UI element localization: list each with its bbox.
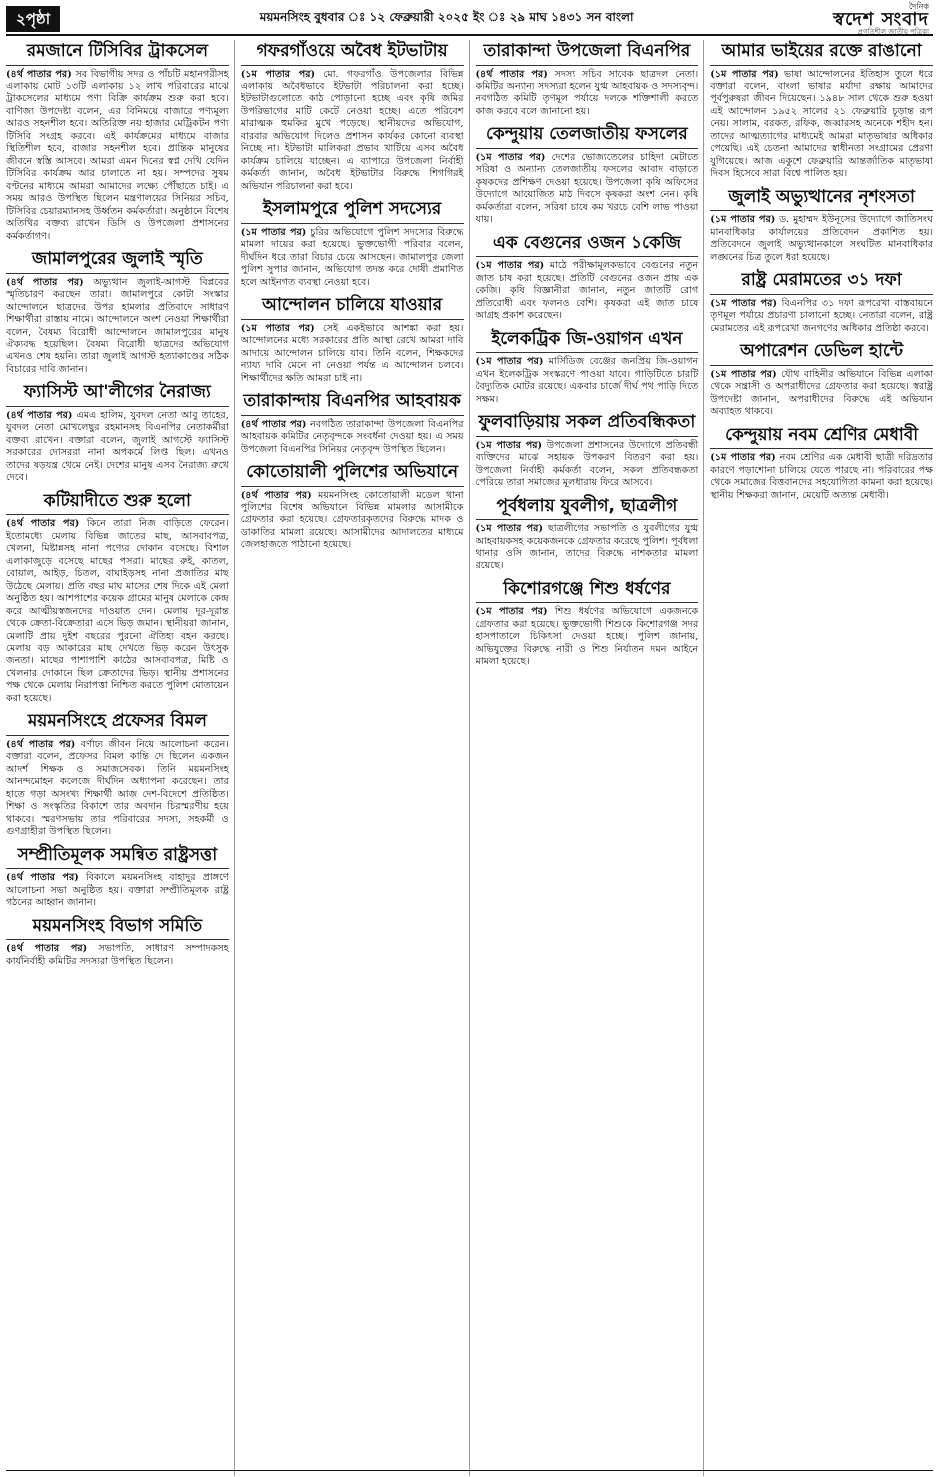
article bbox=[241, 294, 464, 385]
article-headline: জুলাই অভ্যুত্থানের নৃশংসতা bbox=[710, 186, 933, 212]
article-body bbox=[476, 606, 699, 668]
article-text: মো. গফরগাঁও উপজেলার বিভিন্ন এলাকায় অবৈধভাবে ইটভাটা পরিচালনা করা হচ্ছে। ইটভাটাগুলোতে কাঠ পোড়ানো হচ্ছে এবং কৃষি জমির উপরিভাগের মাটি কেটে নেওয়া হচ্ছে। এতে পরিবেশ মারাত্মক হুমকির মুখে পড়েছে। স্থানীয়দের অভিযোগ, বারবার অভিযোগ দিলেও প্রশাসন কার্যকর কোনো ব্যবস্থা নিচ্ছে না। ইটভাটা মালিকরা প্রভাব খাটিয়ে এসব অবৈধ কার্যক্রম চালিয়ে যাচ্ছেন। এ ব্যাপারে উপজেলা নির্বাহী কর্মকর্তা জানান, অবৈধ ইটভাটার বিরুদ্ধে শিগগিরই অভিযান পরিচালনা করা হবে। bbox=[240, 68, 464, 192]
logo-prefix: দৈনিক bbox=[908, 1, 929, 11]
article-headline: পূর্বধলায় যুবলীগ, ছাত্রলীগ bbox=[476, 495, 699, 521]
continuation-marker: (১ম পাতার পর) bbox=[240, 68, 316, 80]
article bbox=[476, 578, 699, 669]
article-headline: জামালপুরের জুলাই স্মৃতি bbox=[6, 248, 229, 274]
article bbox=[476, 328, 699, 406]
article-text: বিএনপির ৩১ দফা রূপরেখা বাস্তবায়নে তৃণমূল পর্যায়ে প্রচারণা চালানো হচ্ছে। নেতারা বলেন, রাষ্ট্র মেরামতের এই রূপরেখা জনগণের অধিকার প্রতিষ্ঠা করবে। bbox=[710, 297, 933, 334]
article-body bbox=[710, 369, 933, 419]
article-body bbox=[241, 490, 464, 552]
article-headline: ময়মনসিংহে প্রফেসর বিমল bbox=[6, 710, 229, 736]
article-headline: কোতোয়ালী পুলিশের অভিযানে bbox=[241, 461, 464, 487]
continuation-marker: (৪র্থ পাতার পর) bbox=[475, 68, 548, 80]
article bbox=[710, 340, 933, 418]
article bbox=[6, 710, 229, 838]
article-headline: আন্দোলন চালিয়ে যাওয়ার bbox=[241, 294, 464, 320]
article-headline: ইসলামপুরে পুলিশ সদস্যের bbox=[241, 198, 464, 224]
article-body bbox=[241, 69, 464, 194]
continuation-marker: (১ম পাতার পর) bbox=[240, 226, 307, 238]
article-body bbox=[476, 440, 699, 490]
dateline: ময়মনসিংহ বুধবার ঃ ১২ ফেব্রুয়ারী ২০২৫ ইং ঃ ২৯ মাঘ ১৪৩১ সন বাংলা bbox=[259, 10, 634, 24]
article-body bbox=[6, 518, 229, 705]
continuation-marker: (১ম পাতার পর) bbox=[710, 214, 776, 226]
article-headline: কেন্দুয়ায় তেলজাতীয় ফসলের bbox=[476, 123, 699, 149]
article bbox=[241, 390, 464, 456]
article-text: বর্ণাঢ্য জীবন নিয়ে আলোচনা করেন। বক্তারা বলেন, প্রফেসর বিমল কান্তি দে ছিলেন একজন আদর্শ শিক্ষক ও সমাজসেবক। তিনি ময়মনসিংহ আনন্দমোহন কলেজে দীর্ঘদিন অধ্যাপনা করেছেন। তার হাতে গড়া অসংখ্য শিক্ষার্থী আজ দেশ-বিদেশে প্রতিষ্ঠিত। শিক্ষা ও সংস্কৃতির বিকাশে তার অবদান চিরস্মরণীয় হয়ে থাকবে। স্মরণসভায় তার পরিবারের সদস্য, সহকর্মী ও গুণগ্রাহীরা উপস্থিত ছিলেন। bbox=[6, 738, 229, 838]
article-headline: অপারেশন ডেভিল হান্টে bbox=[710, 340, 933, 366]
article bbox=[476, 123, 699, 226]
article bbox=[6, 381, 229, 484]
continuation-marker: (১ম পাতার পর) bbox=[710, 368, 777, 380]
article-body bbox=[6, 943, 229, 968]
article-body bbox=[710, 452, 933, 502]
article-text: কিনে তারা নিজ বাড়িতে ফেরেন। ইতোমধ্যে মেলায় বিভিন্ন জাতের মাছ, আসবাবপত্র, খেলনা, মিষ্টান্নসহ নানা পণ্যের দোকান বসেছে। বিশাল এলাকাজুড়ে বসেছে মাছের পসরা। মাছের রুই, কাতল, বোয়াল, আইড়, চিতল, বাঘাইড়সহ নানা প্রজাতির মাছ উঠেছে মেলায়। প্রতি বছর মাঘ মাসের শেষ দিকে এই মেলা অনুষ্ঠিত হয়। আশপাশের কয়েক গ্রামের মানুষ মেলাকে কেন্দ্র করে আত্মীয়স্বজনদের দাওয়াত দেন। মেলায় দূর-দূরান্ত থেকে ক্রেতা-বিক্রেতারা এসে ভিড় জমান। স্থানীয়রা জানান, মেলাটি প্রায় দুইশ বছরের পুরনো ঐতিহ্য বহন করছে। মেলায় বড় আকারের মাছ দেখতে ভিড় করেন উৎসুক জনতা। মাছের পাশাপাশি কাঠের আসবাবপত্র, মিষ্টি ও খেলনার দোকানে ছিল ক্রেতাদের ভিড়। স্থানীয় প্রশাসনের পক্ষ থেকে মেলায় নিরাপত্তা নিশ্চিত করতে পুলিশ মোতায়েন করা হয়েছে। bbox=[6, 518, 229, 704]
article bbox=[241, 461, 464, 552]
article-headline: ইলেকট্রিক জি-ওয়াগন এখন bbox=[476, 328, 699, 354]
footer-rule bbox=[6, 1470, 933, 1475]
article-body bbox=[241, 323, 464, 385]
newspaper-logo bbox=[833, 3, 933, 36]
article-headline: গফরগাঁওয়ে অবৈধ ইটভাটায় bbox=[241, 40, 464, 66]
article-body bbox=[241, 419, 464, 456]
continuation-marker: (৪র্থ পাতার পর) bbox=[6, 409, 73, 421]
article-headline: ময়মনসিংহ বিভাগ সমিতি bbox=[6, 915, 229, 941]
continuation-marker: (৪র্থ পাতার পর) bbox=[240, 418, 307, 430]
article bbox=[6, 490, 229, 706]
article-headline: আমার ভাইয়ের রক্তে রাঙানো bbox=[710, 40, 933, 66]
article-text: সেই একইভাবে আশঙ্কা করা হয়। আন্দোলনের মধ্যে সরকারের প্রতি আস্থা রেখে আমরা দাবি আদায়ে আন্দোলন চালিয়ে যাব। তিনি বলেন, শিক্ষকদের ন্যায্য দাবি মেনে না নেওয়া পর্যন্ত এ আন্দোলন চলবে। শিক্ষার্থীদের ক্ষতি আমরা চাই না। bbox=[240, 322, 464, 384]
article-body bbox=[476, 152, 699, 227]
article-body bbox=[710, 214, 933, 264]
article-headline: এক বেগুনের ওজন ১কেজি bbox=[476, 232, 699, 258]
continuation-marker: (৪র্থ পাতার পর) bbox=[6, 943, 88, 955]
masthead bbox=[6, 1, 933, 36]
logo-tagline: প্রগতিশীল জাতীয় পত্রিকা bbox=[857, 27, 929, 36]
article-text: শিশু ধর্ষণের অভিযোগে একজনকে গ্রেফতার করা হয়েছে। ভুক্তভোগী শিশুকে কিশোরগঞ্জ সদর হাসপাতালে চিকিৎসা দেওয়া হচ্ছে। পুলিশ জানায়, অভিযুক্তের বিরুদ্ধে নারী ও শিশু নির্যাতন দমন আইনে মামলা হয়েছে। bbox=[475, 606, 699, 668]
article-headline: রমজানে টিসিবির ট্রাকসেল bbox=[6, 40, 229, 66]
article-text: বিকালে ময়মনসিংহ বাহাদুর প্রাঙ্গণে আলোচনা সভা অনুষ্ঠিত হয়। বক্তারা সম্প্রীতিমূলক রাষ্ট্র গঠনের আহ্বান জানান। bbox=[6, 872, 229, 909]
article-text: সদস্য সচিব সাবেক ছাত্রদল নেতা। কমিটির অন্যান্য সদস্যরা হলেন যুগ্ম আহবায়ক ও সদস্যবৃন্দ। নবগঠিত কমিটি তৃণমূল পর্যায়ে দলকে শক্তিশালী করতে কাজ করবে বলে জানানো হয়। bbox=[475, 68, 699, 117]
article-text: সব বিভাগীয় সদর ও পাঁচটি মহানগরীসহ এলাকায় মোট ১৩টি এলাকায় ১২ লাখ পরিবারের মাঝে ট্রাকসেলের মাধ্যমে পণ্য বিক্রি কার্যক্রম শুরু করা হবে। বাণিজ্য উপদেষ্টা বলেন, এর বিনিময়ে বাজারে পণ্যমূল্য আরও সহনশীল হবে। অতিরিক্ত নয় হাজার মেট্রিকটন পণ্য টিসিবি সংগ্রহ করবে। এই কার্যক্রমের মাধ্যমে বাজার স্থিতিশীল হবে, বাজার সহনশীল হবে। প্রান্তিক মানুষের জীবনে স্বস্তি আসবে। আমরা এমন দিনের স্বপ্ন দেখি যেদিন টিসিবির কার্যক্রম আর চালাতে না হয়। সম্পদের সুষম বণ্টনের মাধ্যমে আমরা আমাদের লক্ষ্যে পৌঁছাতে চাই। এ সময় আরও উপস্থিত ছিলেন মন্ত্রণালয়ের সিনিয়র সচিব, টিসিবির চেয়ারম্যানসহ উর্ধ্বতন কর্মকর্তারা। অনুষ্ঠানে বিশেষ অতিথির বক্তব্য রাখেন ডিসি ও উপজেলা প্রশাসনের কর্মকর্তাগণ। bbox=[6, 68, 229, 242]
continuation-marker: (৪র্থ পাতার পর) bbox=[6, 68, 72, 80]
article-columns bbox=[6, 40, 933, 1476]
article bbox=[6, 915, 229, 968]
article-body bbox=[6, 872, 229, 909]
article-text: ড. মুহাম্মদ ইউনূসের উদ্যোগে জাতিসংঘ মানবাধিকার কার্যালয়ের প্রতিবেদন প্রকাশিত হয়। প্রতিবেদনে জুলাই অভ্যুত্থানকালে সংঘটিত মানবাধিকার লঙ্ঘনের চিত্র তুলে ধরা হয়েছে। bbox=[710, 214, 933, 263]
article bbox=[710, 424, 933, 502]
continuation-marker: (৪র্থ পাতার পর) bbox=[6, 276, 84, 288]
article-text: সভাপতি, সাধারণ সম্পাদকসহ কার্যনির্বাহী কমিটির সদস্যরা উপস্থিত ছিলেন। bbox=[6, 943, 229, 967]
article-body bbox=[6, 277, 229, 377]
article-body bbox=[6, 739, 229, 839]
article-headline: তারাকান্দায় বিএনপির আহবায়ক bbox=[241, 390, 464, 416]
article-body bbox=[6, 410, 229, 485]
article-body bbox=[476, 69, 699, 119]
article-text: দেশের ভোজ্যতেলের চাহিদা মেটাতে সরিষা ও অন্যান্য তেলজাতীয় ফসলের আবাদ বাড়াতে কৃষকদের প্রশিক্ষণ দেওয়া হয়েছে। উপজেলা কৃষি অফিসের উদ্যোগে আয়োজিত মাঠ দিবসে কৃষকরা অংশ নেন। কৃষি কর্মকর্তারা বলেন, সরিষা চাষে কম খরচে বেশি লাভ পাওয়া যায়। bbox=[475, 151, 699, 226]
article-headline: কিশোরগঞ্জে শিশু ধর্ষণের bbox=[476, 578, 699, 604]
article bbox=[710, 269, 933, 335]
article bbox=[241, 40, 464, 193]
article-text: যৌথ বাহিনীর অভিযানে বিভিন্ন এলাকা থেকে সন্ত্রাসী ও অপরাধীদের গ্রেফতার করা হয়েছে। স্বরাষ্ট্র উপদেষ্টা জানান, অপরাধীদের বিরুদ্ধে এই অভিযান অব্যাহত থাকবে। bbox=[710, 368, 933, 418]
continuation-marker: (১ম পাতার পর) bbox=[475, 260, 545, 272]
article-body bbox=[241, 227, 464, 289]
article-text: ময়মনসিংহ কোতোয়ালী মডেল থানা পুলিশের বিশেষ অভিযানে বিভিন্ন মামলার আসামীকে গ্রেফতার করা হয়েছে। গ্রেফতারকৃতদের বিরুদ্ধে মাদক ও ডাকাতির মামলা রয়েছে। আসামীদের আদালতের মাধ্যমে জেলহাজতে পাঠানো হয়েছে। bbox=[240, 489, 464, 551]
article bbox=[6, 40, 229, 243]
continuation-marker: (১ম পাতার পর) bbox=[240, 322, 315, 334]
article bbox=[476, 40, 699, 118]
continuation-marker: (৪র্থ পাতার পর) bbox=[6, 518, 80, 530]
article-text: অভ্যুত্থান জুলাই-আগস্ট বিপ্লবের স্মৃতিচারণ করছেন তারা। জামালপুরে কোটা সংস্কার আন্দোলনে ছাত্রদের উপর হামলার প্রতিবাদে সাধারণ শিক্ষার্থীরা রাস্তায় নামে। আন্দোলনে অংশ নেওয়া শিক্ষার্থীরা বলেন, বৈষম্য বিরোধী আন্দোলনে জামালপুরের মানুষ ঐক্যবদ্ধ হয়েছিল। বৈষম্য বিরোধী ছাত্রদের অভিযোগ এখনও শেষ হয়নি। তারা জুলাই আগস্ট হত্যাকাণ্ডের সঠিক বিচারের দাবি জানান। bbox=[6, 276, 229, 375]
continuation-marker: (১ম পাতার পর) bbox=[710, 297, 777, 309]
article-headline: ফুলবাড়িয়ায় সকল প্রতিবন্ধিকতা bbox=[476, 411, 699, 437]
article-text: ভাষা আন্দোলনের ইতিহাস তুলে ধরে বক্তারা বলেন, বাংলা ভাষার মর্যাদা রক্ষায় আমাদের পূর্বপুরুষরা জীবন দিয়েছেন। ১৯৪৮ সাল থেকে শুরু হওয়া এই আন্দোলন ১৯৫২ সালের ২১ ফেব্রুয়ারি চূড়ান্ত রূপ নেয়। সালাম, বরকত, রফিক, জব্বারসহ অনেকে শহীদ হন। তাদের আত্মত্যাগের মাধ্যমেই আমরা মাতৃভাষার অধিকার পেয়েছি। এই চেতনা আমাদের স্বাধীনতা সংগ্রামের প্রেরণা যুগিয়েছে। আজ একুশে ফেব্রুয়ারি আন্তর্জাতিক মাতৃভাষা দিবস হিসেবে সারা বিশ্বে পালিত হয়। bbox=[710, 68, 933, 180]
continuation-marker: (১ম পাতার পর) bbox=[710, 68, 779, 80]
article-text: চুরির অভিযোগে পুলিশ সদস্যের বিরুদ্ধে মামলা দায়ের করা হয়েছে। ভুক্তভোগী পরিবার বলেন, দীর্ঘদিন ধরে তারা বিচার চেয়ে আসছেন। জামালপুর জেলা পুলিশ সুপার জানান, অভিযোগ তদন্ত করে দোষী প্রমাণিত হলে আইনগত ব্যবস্থা নেওয়া হবে। bbox=[240, 226, 464, 288]
article-text: নবগঠিত তারাকান্দা উপজেলা বিএনপির আহবায়ক কমিটির নেতৃবৃন্দকে সংবর্ধনা দেওয়া হয়। এ সময় উপজেলা বিএনপির সিনিয়র নেতৃবৃন্দ উপস্থিত ছিলেন। bbox=[240, 418, 464, 455]
article-headline: তারাকান্দা উপজেলা বিএনপির bbox=[476, 40, 699, 66]
article-body bbox=[476, 356, 699, 406]
article-headline: ফ্যাসিস্ট আ'লীগের নৈরাজ্য bbox=[6, 381, 229, 407]
continuation-marker: (৪র্থ পাতার পর) bbox=[6, 872, 79, 884]
continuation-marker: (১ম পাতার পর) bbox=[475, 523, 543, 535]
column-2 bbox=[241, 40, 470, 1476]
column-1 bbox=[6, 40, 235, 1476]
column-4 bbox=[710, 40, 933, 1476]
article-text: মাঠে পরীক্ষামূলকভাবে বেগুনের নতুন জাত চাষ করা হয়েছে। প্রতিটি বেগুনের ওজন প্রায় এক কেজি। কৃষি বিজ্ঞানীরা জানান, নতুন জাতটি রোগ প্রতিরোধী এবং ফলনও বেশি। কৃষকরা এই জাত চাষে আগ্রহ প্রকাশ করেছেন। bbox=[475, 260, 699, 322]
article bbox=[241, 198, 464, 289]
article-text: মার্সিডিজ বেঞ্জের জনপ্রিয় জি-ওয়াগন এখন ইলেকট্রিক সংস্করণে পাওয়া যাবে। গাড়িটিতে চারটি বৈদ্যুতিক মোটর রয়েছে। একবার চার্জে দীর্ঘ পথ পাড়ি দিতে সক্ষম। bbox=[475, 356, 699, 405]
article bbox=[476, 411, 699, 489]
article bbox=[710, 186, 933, 264]
article-text: উপজেলা প্রশাসনের উদ্যোগে প্রতিবন্ধী ব্যক্তিদের মাঝে সহায়ক উপকরণ বিতরণ করা হয়। উপজেলা নির্বাহী কর্মকর্তা বলেন, সকল প্রতিবন্ধকতা পেরিয়ে তারা সমাজের মূলধারায় ফিরে আসবে। bbox=[475, 439, 699, 489]
article bbox=[6, 248, 229, 376]
article-headline: কেন্দুয়ায় নবম শ্রেণির মেধাবী bbox=[710, 424, 933, 450]
continuation-marker: (১ম পাতার পর) bbox=[475, 606, 548, 618]
article-body bbox=[710, 69, 933, 181]
continuation-marker: (৪র্থ পাতার পর) bbox=[240, 489, 312, 501]
article bbox=[6, 844, 229, 910]
article bbox=[710, 40, 933, 181]
article-body bbox=[476, 260, 699, 322]
article-text: এমএ হালিম, যুবদল নেতা আবু তাহের, যুবদল নেতা মোখলেছুর রহমানসহ বিএনপির নেতাকর্মীরা বক্তব্য রাখেন। বক্তারা বলেন, জুলাই আগস্টে ফ্যাসিস্ট সরকারের দোসররা নানা অপকর্মে লিপ্ত ছিল। এখনও তাদের ষড়যন্ত্র থেমে নেই। দেশের মানুষ এসব নৈরাজ্য রুখে দেবে। bbox=[6, 409, 229, 484]
column-3 bbox=[476, 40, 705, 1476]
article-text: ছাত্রলীগের সভাপতি ও যুবলীগের যুগ্ম আহবায়কসহ কয়েকজনকে গ্রেফতার করেছে পুলিশ। পূর্বধলা থানার ওসি জানান, তাদের বিরুদ্ধে নাশকতার মামলা রয়েছে। bbox=[475, 523, 699, 572]
article-body bbox=[476, 523, 699, 573]
article-text: নবম শ্রেণির এক মেধাবী ছাত্রী দরিদ্রতার কারণে পড়াশোনা চালিয়ে যেতে পারছে না। পরিবারের পক্ষ থেকে সমাজের বিত্তবানদের সহযোগিতা কামনা করা হয়েছে। স্থানীয় শিক্ষকরা জানান, মেয়েটি অত্যন্ত মেধাবী। bbox=[710, 452, 933, 501]
article-body bbox=[710, 298, 933, 335]
article-body bbox=[6, 69, 229, 244]
continuation-marker: (৪র্থ পাতার পর) bbox=[6, 738, 76, 750]
logo-name: স্বদেশ সংবাদ bbox=[833, 8, 929, 30]
continuation-marker: (১ম পাতার পর) bbox=[475, 439, 543, 451]
page-number: ২পৃষ্ঠা bbox=[6, 6, 60, 32]
article-headline: কটিয়াদীতে শুরু হলো bbox=[6, 490, 229, 516]
article-headline: সম্প্রীতিমূলক সমন্বিত রাষ্ট্রসত্তা bbox=[6, 844, 229, 870]
article bbox=[476, 495, 699, 573]
article bbox=[476, 232, 699, 323]
continuation-marker: (১ম পাতার পর) bbox=[475, 151, 546, 163]
article-headline: রাষ্ট্র মেরামতের ৩১ দফা bbox=[710, 269, 933, 295]
continuation-marker: (১ম পাতার পর) bbox=[475, 356, 544, 368]
continuation-marker: (১ম পাতার পর) bbox=[710, 452, 776, 464]
